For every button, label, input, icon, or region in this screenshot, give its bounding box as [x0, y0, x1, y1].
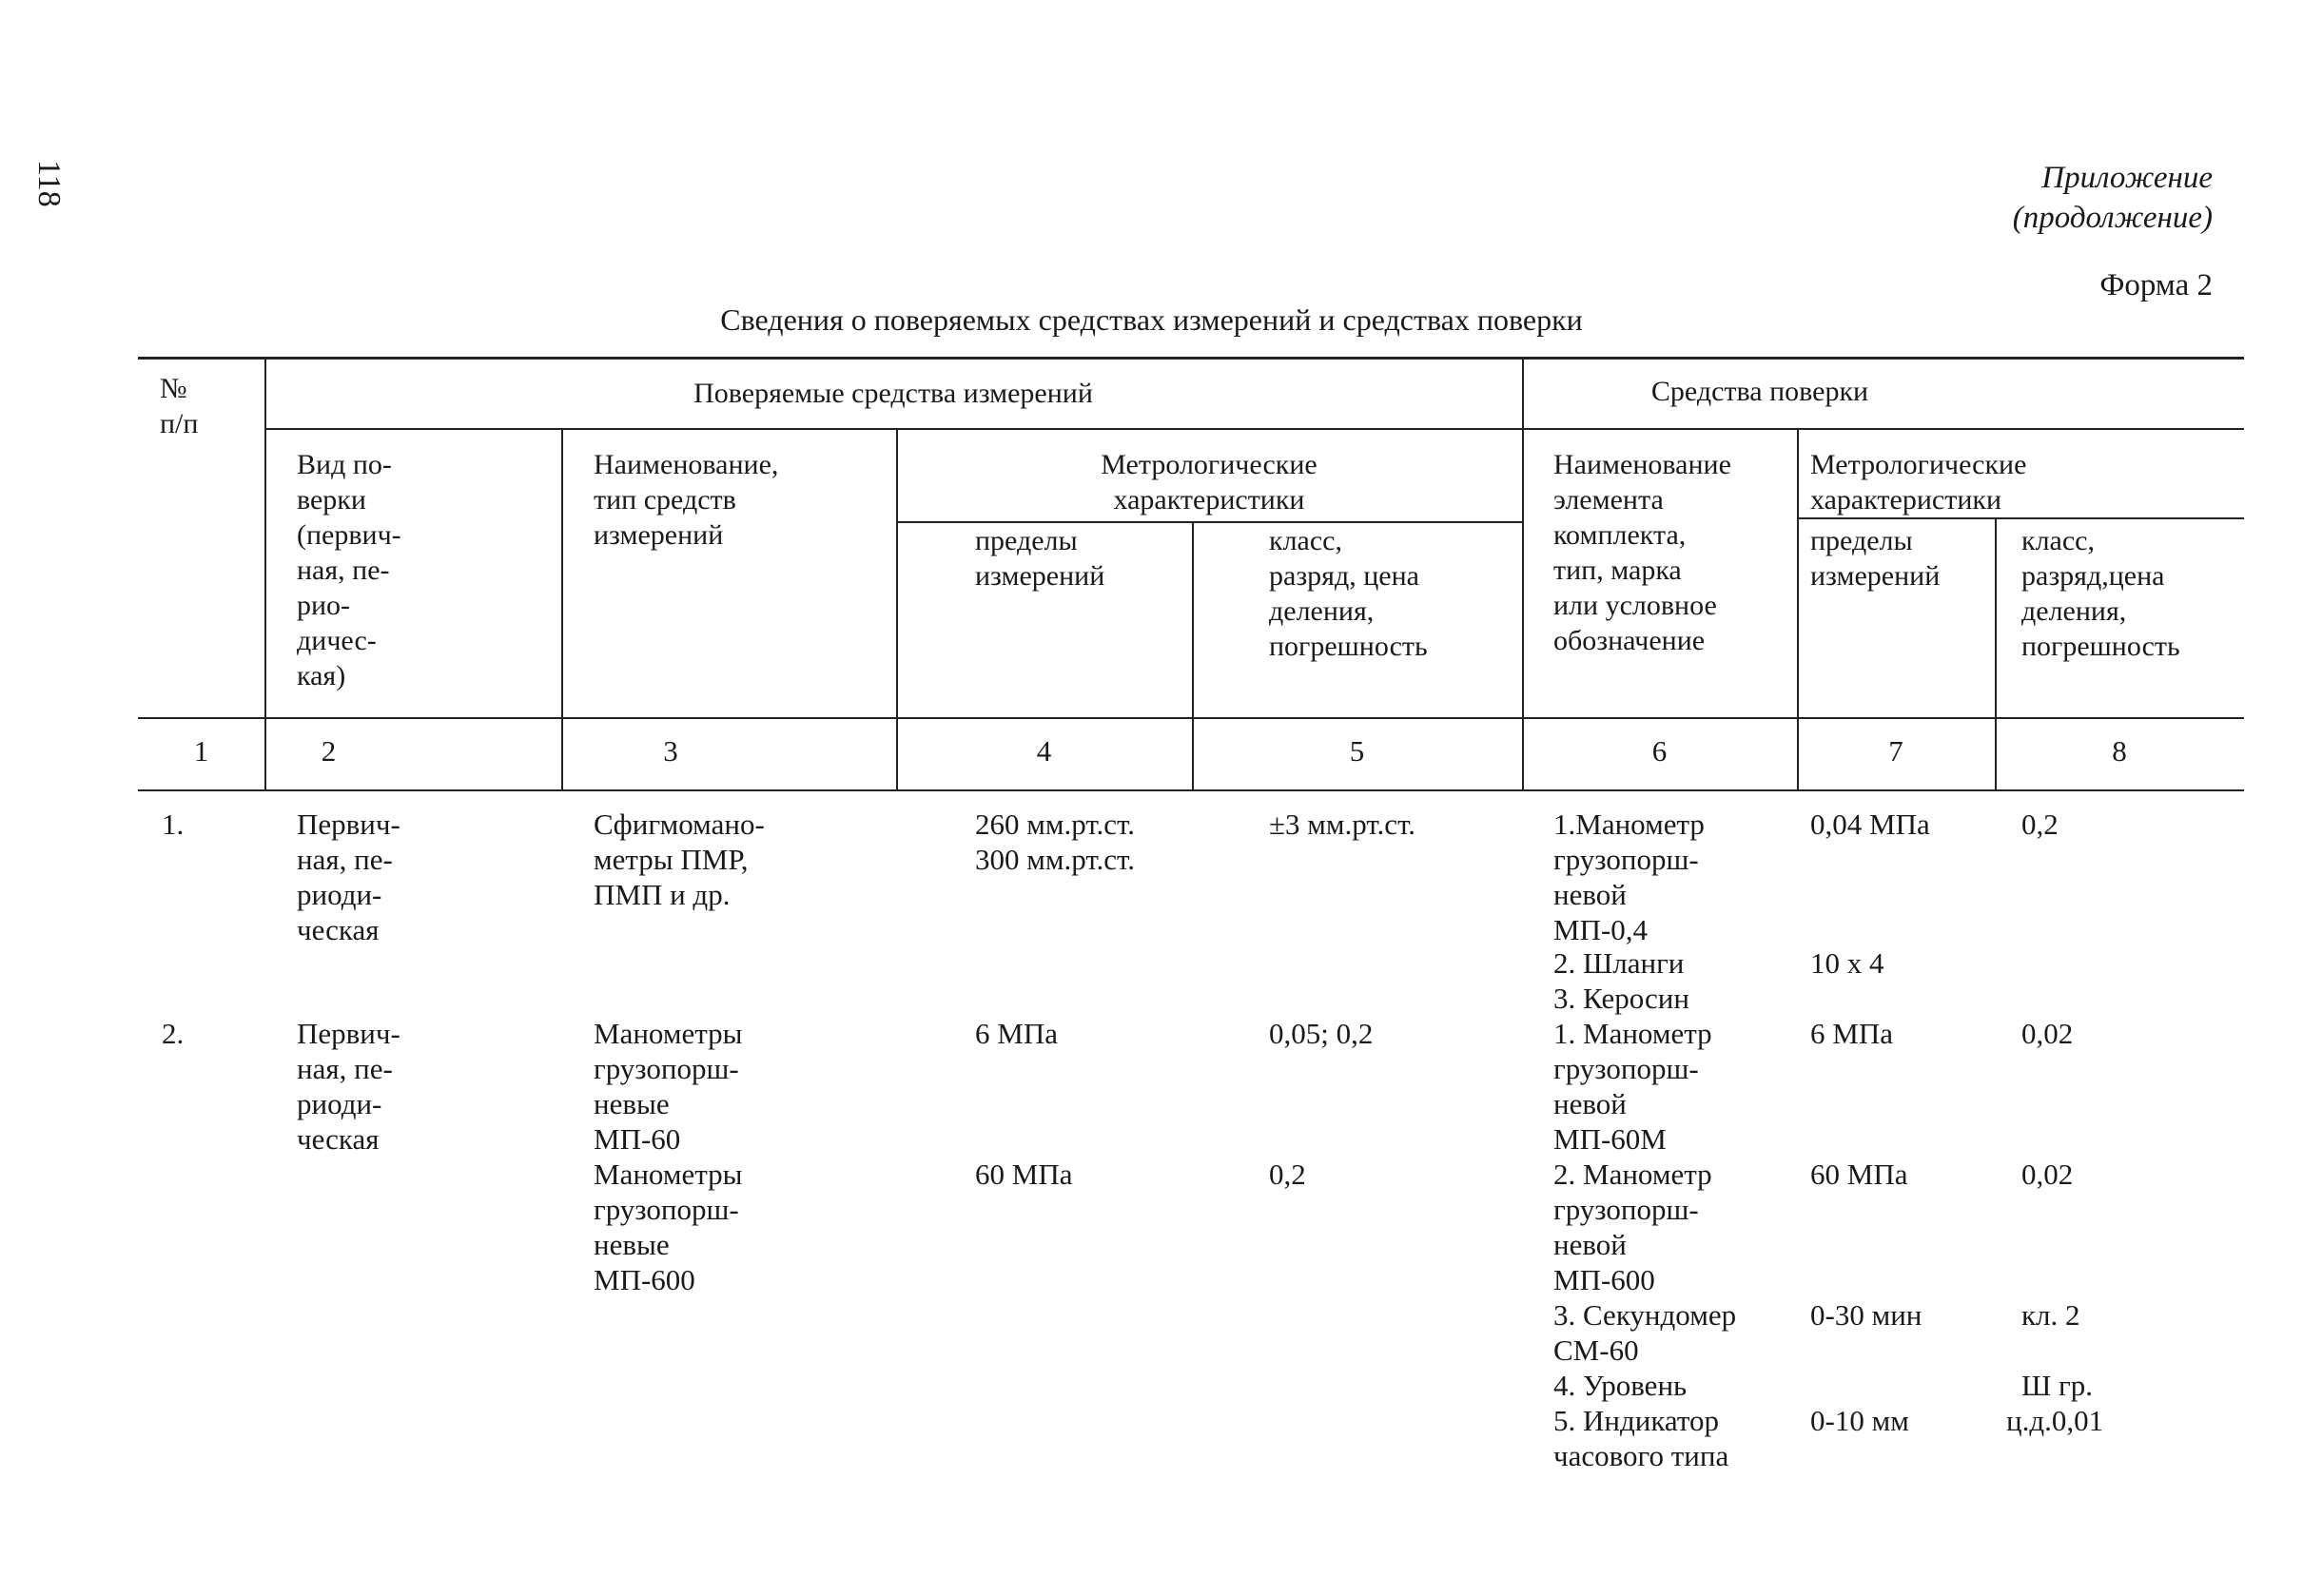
- column-number-7: 7: [1888, 734, 1903, 768]
- verification-means-name: 1. Манометр грузопорш- невой МП-60М: [1553, 1017, 1712, 1156]
- verification-means-name: 1.Манометр грузопорш- невой МП-0,4: [1553, 808, 1705, 946]
- measurement-limits: 6 МПа: [975, 1017, 1058, 1050]
- column-number-8: 8: [2112, 734, 2127, 768]
- column-number-3: 3: [663, 734, 678, 768]
- header-metro-right: Метрологические характеристики: [1810, 449, 2027, 516]
- header-col6: Наименование элемента комплекта, тип, марка или условное обозначение: [1553, 449, 1731, 656]
- verification-means-name: 2. Шланги: [1553, 946, 1685, 980]
- row-number: 1.: [162, 808, 185, 841]
- header-metro-left: Метрологические характеристики: [1101, 449, 1317, 516]
- column-number-5: 5: [1349, 734, 1365, 768]
- header-num: № п/п: [160, 373, 199, 439]
- verification-means-limits: 0-30 мин: [1810, 1298, 1922, 1332]
- col-divider-5: [1522, 357, 1524, 789]
- column-number-1: 1: [193, 734, 209, 768]
- measurement-limits: 60 МПа: [975, 1158, 1073, 1191]
- page-number: 118: [31, 160, 67, 207]
- header-col7: пределы измерений: [1810, 525, 1941, 592]
- header-bottom-rule: [138, 717, 2244, 719]
- form-label: Форма 2: [2099, 268, 2213, 302]
- verification-means-limits: 0-10 мм: [1810, 1404, 1909, 1437]
- header-col4: пределы измерений: [975, 525, 1105, 592]
- row-number: 2.: [162, 1017, 185, 1050]
- verification-means-name: 3. Керосин: [1553, 982, 1689, 1015]
- verification-means-class: Ш гр.: [2021, 1369, 2093, 1402]
- header-verification-group: Средства поверки: [1650, 376, 1869, 407]
- metro-right-rule: [1797, 517, 2244, 519]
- verification-means-class: 0,02: [2021, 1158, 2074, 1191]
- column-number-4: 4: [1036, 734, 1052, 768]
- verification-means-name: 3. Секундомер СМ-60: [1553, 1298, 1737, 1367]
- instrument-name: Манометры грузопорш- невые МП-600: [594, 1158, 743, 1296]
- measurement-limits: 260 мм.рт.ст. 300 мм.рт.ст.: [975, 808, 1136, 876]
- document-title: Сведения о поверяемых средствах измерений и средствах поверки: [720, 302, 1583, 337]
- verification-means-limits: 0,04 МПа: [1810, 808, 1930, 841]
- appendix-line-2: (продолжение): [2012, 201, 2213, 235]
- verification-means-class: кл. 2: [2021, 1298, 2080, 1332]
- header-col5: класс, разряд, цена деления, погрешность: [1269, 525, 1428, 662]
- accuracy-class: 0,2: [1269, 1158, 1306, 1191]
- table-top-rule: [138, 357, 2244, 360]
- header-col8: класс, разряд,цена деления, погрешность: [2021, 525, 2180, 662]
- header-col2: Вид по- верки (первич- ная, пе- рио- дичес- кая): [297, 449, 401, 691]
- instrument-name: Манометры грузопорш- невые МП-60: [594, 1017, 743, 1156]
- verification-means-name: 5. Индикатор часового типа: [1553, 1404, 1729, 1472]
- accuracy-class: ±3 мм.рт.ст.: [1269, 808, 1416, 841]
- verification-type: Первич- ная, пе- риоди- ческая: [297, 808, 400, 946]
- verification-means-limits: 10 х 4: [1810, 946, 1884, 980]
- verification-means-limits: 6 МПа: [1810, 1017, 1893, 1050]
- instrument-name: Сфигмомано- метры ПМР, ПМП и др.: [594, 808, 765, 911]
- accuracy-class: 0,05; 0,2: [1269, 1017, 1374, 1050]
- column-number-2: 2: [321, 734, 337, 768]
- verification-means-name: 2. Манометр грузопорш- невой МП-600: [1553, 1158, 1712, 1296]
- column-number-6: 6: [1651, 734, 1668, 768]
- header-measured-group: Поверяемые средства измерений: [693, 378, 1093, 409]
- verification-means-class: 0,2: [2021, 808, 2059, 841]
- appendix-line-1: Приложение: [2041, 161, 2213, 195]
- verification-means-name: 4. Уровень: [1553, 1369, 1688, 1402]
- colnum-bottom-rule: [138, 789, 2244, 791]
- col-divider-1: [264, 357, 266, 789]
- verification-means-class: 0,02: [2021, 1017, 2074, 1050]
- appendix-label: [2013, 158, 2213, 238]
- header-col3: Наименование, тип средств измерений: [594, 449, 779, 551]
- verification-means-class: ц.д.0,01: [2006, 1404, 2104, 1437]
- verification-means-limits: 60 МПа: [1810, 1158, 1908, 1191]
- verification-type: Первич- ная, пе- риоди- ческая: [297, 1017, 400, 1156]
